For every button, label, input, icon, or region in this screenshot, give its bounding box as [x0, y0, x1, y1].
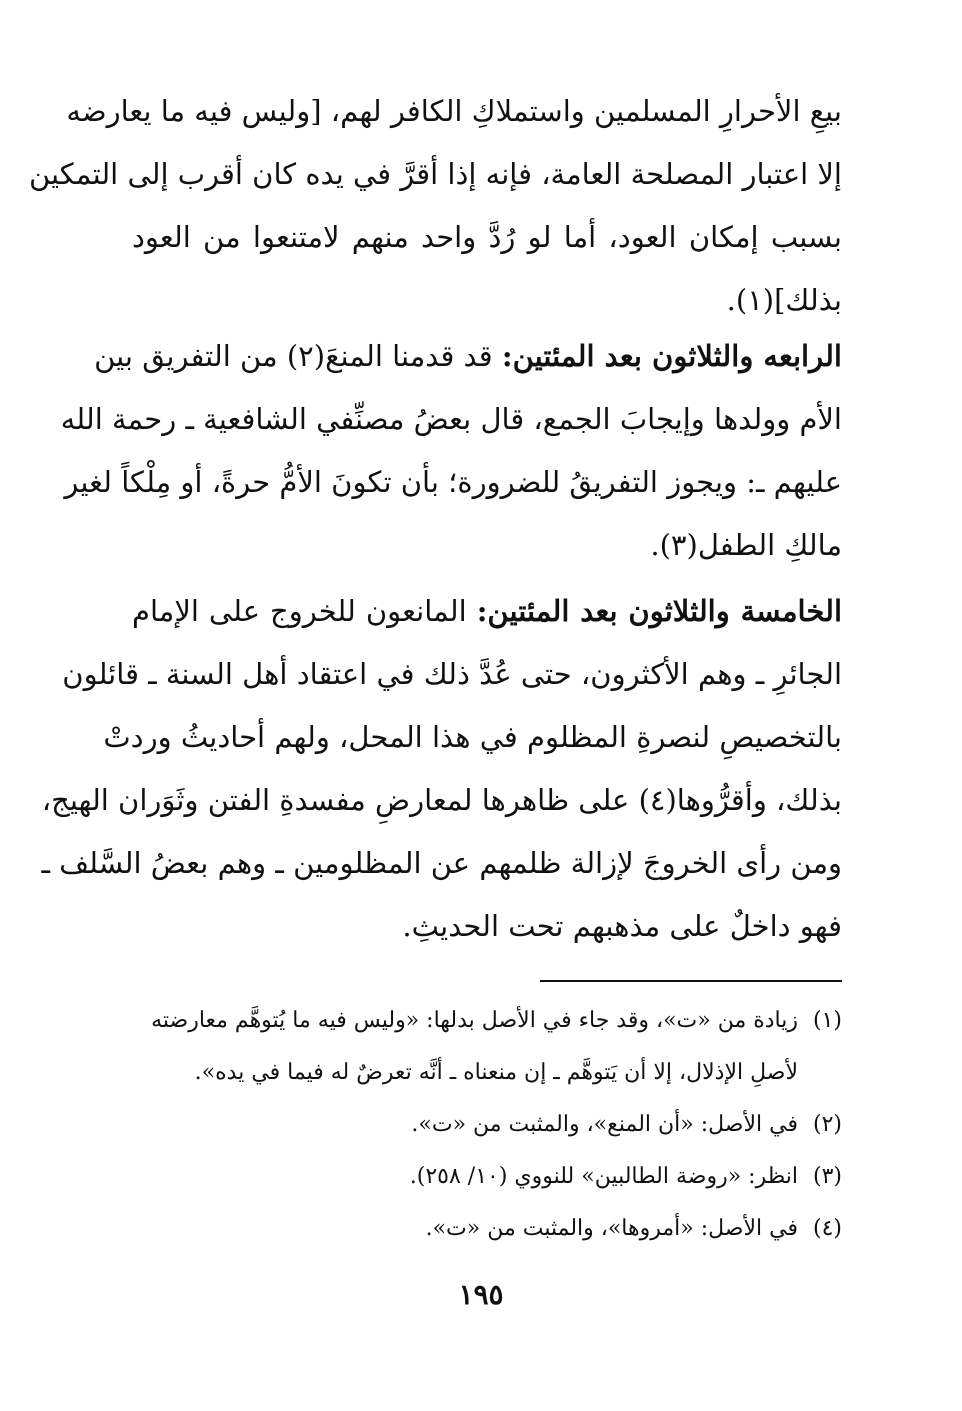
footnote-text: انظر: «روضة الطالبين» للنووي (١٠/ ٢٥٨).: [409, 1164, 798, 1189]
footnote-number: (١): [812, 1008, 842, 1033]
section-heading: الرابعه والثلاثون بعد المئتين:: [501, 339, 842, 373]
footnotes: [132, 995, 842, 1255]
footnote-number: (٤): [812, 1216, 842, 1241]
footnote-3: [132, 1151, 842, 1203]
text-line: الجائرِ ـ وهم الأكثرون، حتى عُدَّ ذلك في اعتقاد أهل السنة ـ قائلون: [62, 657, 842, 691]
footnote-number: (٣): [812, 1164, 842, 1189]
footnote-2: [132, 1099, 842, 1151]
text-line: بذلك، وأقرُّوها(٤) على ظاهرها لمعارضِ مفسدةِ الفتن وثَوَران الهيج،: [41, 783, 842, 817]
text-line: بيعِ الأحرارِ المسلمين واستملاكِ الكافر لهم، [وليس فيه ما يعارضه: [66, 94, 842, 128]
footnote-number: (٢): [812, 1112, 842, 1137]
text-line: ومن رأى الخروجَ لإزالة ظلمهم عن المظلومين ـ وهم بعضُ السَّلف ـ: [41, 846, 842, 880]
footnote-1-continued: [132, 1047, 842, 1099]
paragraph-3: [41, 580, 843, 958]
page-number: ١٩٥: [458, 1278, 504, 1311]
text-line: عليهم ـ: ويجوز التفريقُ للضرورة؛ بأن تكونَ الأمُّ حرةً، أو مِلْكاً لغير: [64, 465, 842, 499]
text-line: بالتخصيصِ لنصرةِ المظلوم في هذا المحل، ولهم أحاديثُ وردتْ: [103, 720, 842, 754]
footnote-1: [132, 995, 842, 1047]
text-run: قد قدمنا المنعَ(٢) من التفريق بين: [94, 339, 493, 373]
section-heading: الخامسة والثلاثون بعد المئتين:: [476, 594, 843, 628]
footnote-text: زيادة من «ت»، وقد جاء في الأصل بدلها: «وليس فيه ما يُتوهَّم معارضته: [151, 1008, 798, 1033]
text-line: بذلك](١).: [726, 283, 842, 317]
text-line: فهو داخلٌ على مذهبهم تحت الحديثِ.: [402, 909, 842, 943]
footnote-text: في الأصل: «أن المنع»، والمثبت من «ت».: [411, 1112, 798, 1137]
text-line: بسبب إمكان العود، أما لو رُدَّ واحد منهم لامتنعوا من العود: [132, 220, 842, 254]
text-line: إلا اعتبار المصلحة العامة، فإنه إذا أقرَّ في يده كان أقرب إلى التمكين: [28, 157, 842, 191]
footnote-text: في الأصل: «أمروها»، والمثبت من «ت».: [425, 1216, 798, 1241]
text-line: [132, 580, 842, 643]
footnote-text: لأصلِ الإذلال، إلا أن يَتوهَّم ـ إن منعناه ـ أنَّه تعرضٌ له فيما في يده».: [194, 1060, 798, 1085]
text-run: المانعون للخروج على الإمام: [132, 594, 467, 628]
paragraph-1: [28, 80, 842, 332]
text-line: مالكِ الطفل(٣).: [650, 528, 842, 562]
footnote-4: [132, 1203, 842, 1255]
text-line: [94, 325, 842, 388]
footnote-divider: [540, 980, 842, 982]
paragraph-2: [60, 325, 842, 577]
text-line: الأم وولدها وإيجابَ الجمع، قال بعضُ مصنِّفي الشافعية ـ رحمة الله: [60, 402, 842, 436]
